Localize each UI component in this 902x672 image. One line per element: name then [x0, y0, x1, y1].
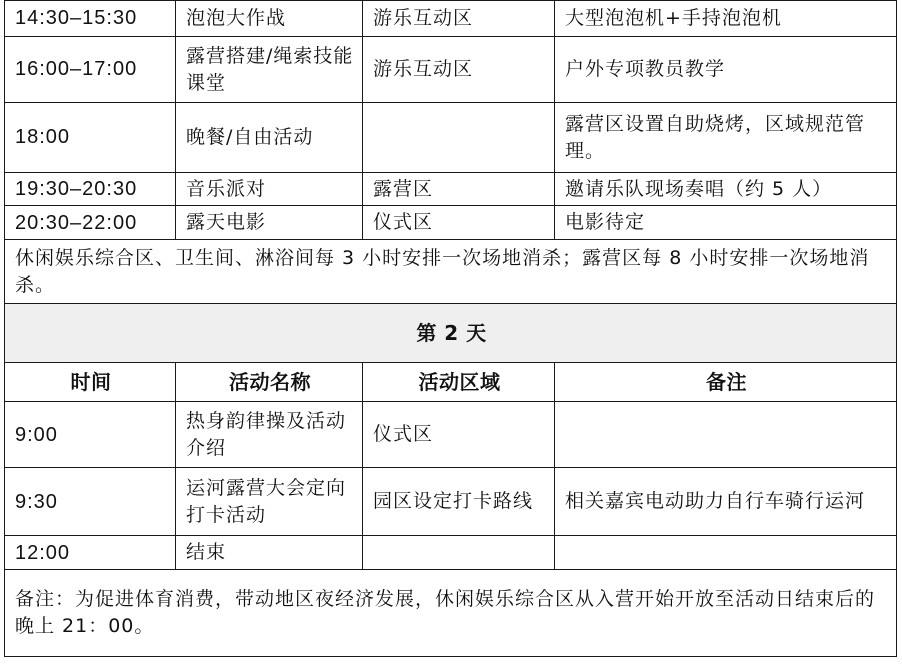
note-cell	[555, 536, 897, 570]
table-row	[5, 37, 897, 103]
area-cell: 仪式区	[363, 206, 555, 240]
time-cell: 12:00	[5, 536, 176, 570]
activity-cell: 露天电影	[176, 206, 363, 240]
day-title-row	[5, 304, 897, 363]
time-cell: 16:00–17:00	[5, 37, 176, 103]
header-note: 备注	[555, 363, 897, 402]
note-cell: 大型泡泡机+手持泡泡机	[555, 1, 897, 37]
table-row	[5, 536, 897, 570]
note-cell: 户外专项教员教学	[555, 37, 897, 103]
note-cell	[555, 402, 897, 468]
area-cell	[363, 536, 555, 570]
area-cell: 园区设定打卡路线	[363, 468, 555, 536]
activity-cell: 热身韵律操及活动介绍	[176, 402, 363, 468]
header-activity: 活动名称	[176, 363, 363, 402]
note-cell: 邀请乐队现场奏唱（约 5 人）	[555, 173, 897, 206]
schedule-table	[4, 0, 897, 657]
time-cell: 19:30–20:30	[5, 173, 176, 206]
time-cell: 14:30–15:30	[5, 1, 176, 37]
activity-cell: 音乐派对	[176, 173, 363, 206]
disinfection-note: 休闲娱乐综合区、卫生间、淋浴间每 3 小时安排一次场地消杀；露营区每 8 小时安排一次场地消杀。	[5, 240, 897, 304]
final-note-row	[5, 570, 897, 657]
time-cell: 20:30–22:00	[5, 206, 176, 240]
time-cell: 9:00	[5, 402, 176, 468]
activity-cell: 露营搭建/绳索技能课堂	[176, 37, 363, 103]
note-cell: 相关嘉宾电动助力自行车骑行运河	[555, 468, 897, 536]
note-cell: 露营区设置自助烧烤，区域规范管理。	[555, 103, 897, 173]
area-cell: 露营区	[363, 173, 555, 206]
table-row	[5, 206, 897, 240]
table-row	[5, 173, 897, 206]
area-cell: 游乐互动区	[363, 1, 555, 37]
area-cell	[363, 103, 555, 173]
time-cell: 18:00	[5, 103, 176, 173]
table-header-row	[5, 363, 897, 402]
table-row	[5, 402, 897, 468]
note-cell: 电影待定	[555, 206, 897, 240]
area-cell: 游乐互动区	[363, 37, 555, 103]
activity-cell: 结束	[176, 536, 363, 570]
header-area: 活动区域	[363, 363, 555, 402]
activity-cell: 运河露营大会定向打卡活动	[176, 468, 363, 536]
activity-cell: 晚餐/自由活动	[176, 103, 363, 173]
day-title: 第 2 天	[5, 304, 897, 363]
activity-cell: 泡泡大作战	[176, 1, 363, 37]
disinfection-note-row	[5, 240, 897, 304]
table-row	[5, 468, 897, 536]
final-note: 备注：为促进体育消费，带动地区夜经济发展，休闲娱乐综合区从入营开始开放至活动日结束后的晚上 21：00。	[5, 570, 897, 657]
area-cell: 仪式区	[363, 402, 555, 468]
header-time: 时间	[5, 363, 176, 402]
time-cell: 9:30	[5, 468, 176, 536]
table-row	[5, 1, 897, 37]
table-row	[5, 103, 897, 173]
